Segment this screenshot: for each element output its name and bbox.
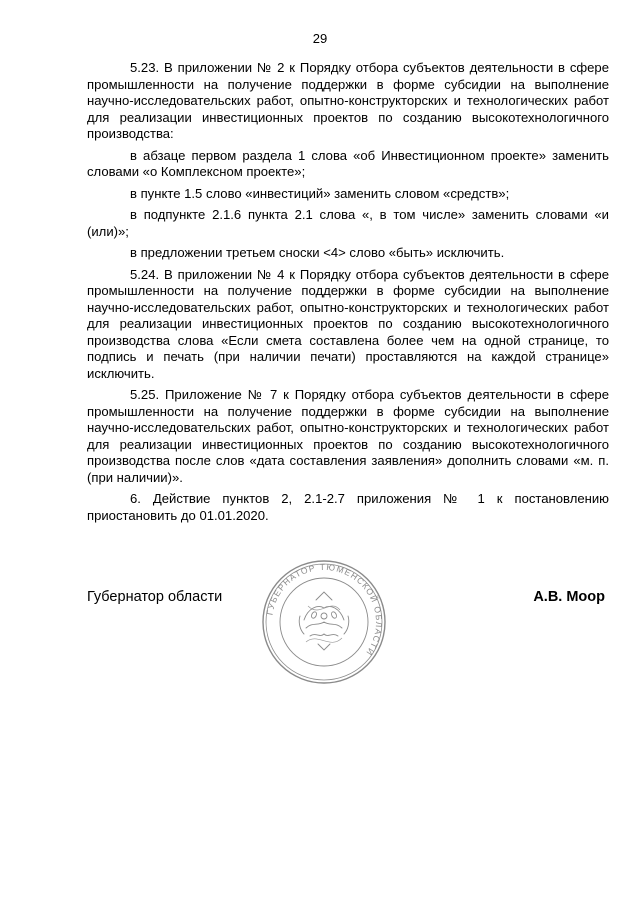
document-body: [87, 60, 609, 524]
paragraph-5-24: 5.24. В приложении № 4 к Порядку отбора субъектов деятельности в сфере промышленности на получение поддержки в форме субсидии на выполнение научно-исследовательских работ, опытно-конструкторских и технологических работ для реализации инвестиционных проектов по созданию высокотехнологичного производства слова «Если смета составлена более чем на одной странице, то подпись и печать (при наличии печати) проставляются на каждой странице» исключить.: [87, 266, 609, 381]
official-seal-stamp: [260, 558, 388, 686]
paragraph-5-23-item-2: в пункте 1.5 слово «инвестиций» заменить словом «средств»;: [130, 185, 510, 201]
signer-title: Губернатор области: [87, 589, 223, 605]
signer-name: А.В. Моор: [533, 589, 605, 605]
paragraph-5-23-item-3: в подпункте 2.1.6 пункта 2.1 слова «, в том числе» заменить словами «и (или)»;: [87, 207, 609, 239]
paragraph-5-23: 5.23. В приложении № 2 к Порядку отбора субъектов деятельности в сфере промышленности на получение поддержки в форме субсидии на выполнение научно-исследовательских работ, опытно-конструкторских и технологических работ для реализации инвестиционных проектов по созданию высокотехнологичного производства:: [87, 60, 609, 141]
paragraph-6: 6. Действие пунктов 2, 2.1-2.7 приложения № 1 к постановлению приостановить до 01.01.2020.: [87, 491, 609, 523]
page-number: 29: [312, 31, 328, 46]
paragraph-5-23-item-1: в абзаце первом раздела 1 слова «об Инвестиционном проекте» заменить словами «о Комплексном проекте»;: [87, 147, 609, 179]
paragraph-5-25: 5.25. Приложение № 7 к Порядку отбора субъектов деятельности в сфере промышленности на получение поддержки в форме субсидии на выполнение научно-исследовательских работ, опытно-конструкторских и технологических работ для реализации инвестиционных проектов по созданию высокотехнологичного производства после слов «дата составления заявления» дополнить словами «м. п. (при наличии)».: [87, 387, 609, 485]
paragraph-5-23-item-4: в предложении третьем сноски <4> слово «быть» исключить.: [130, 245, 505, 260]
svg-text:ГУБЕРНАТОР ТЮМЕНСКОЙ ОБЛАСТИ: ГУБЕРНАТОР ТЮМЕНСКОЙ ОБЛАСТИ: [264, 561, 385, 659]
